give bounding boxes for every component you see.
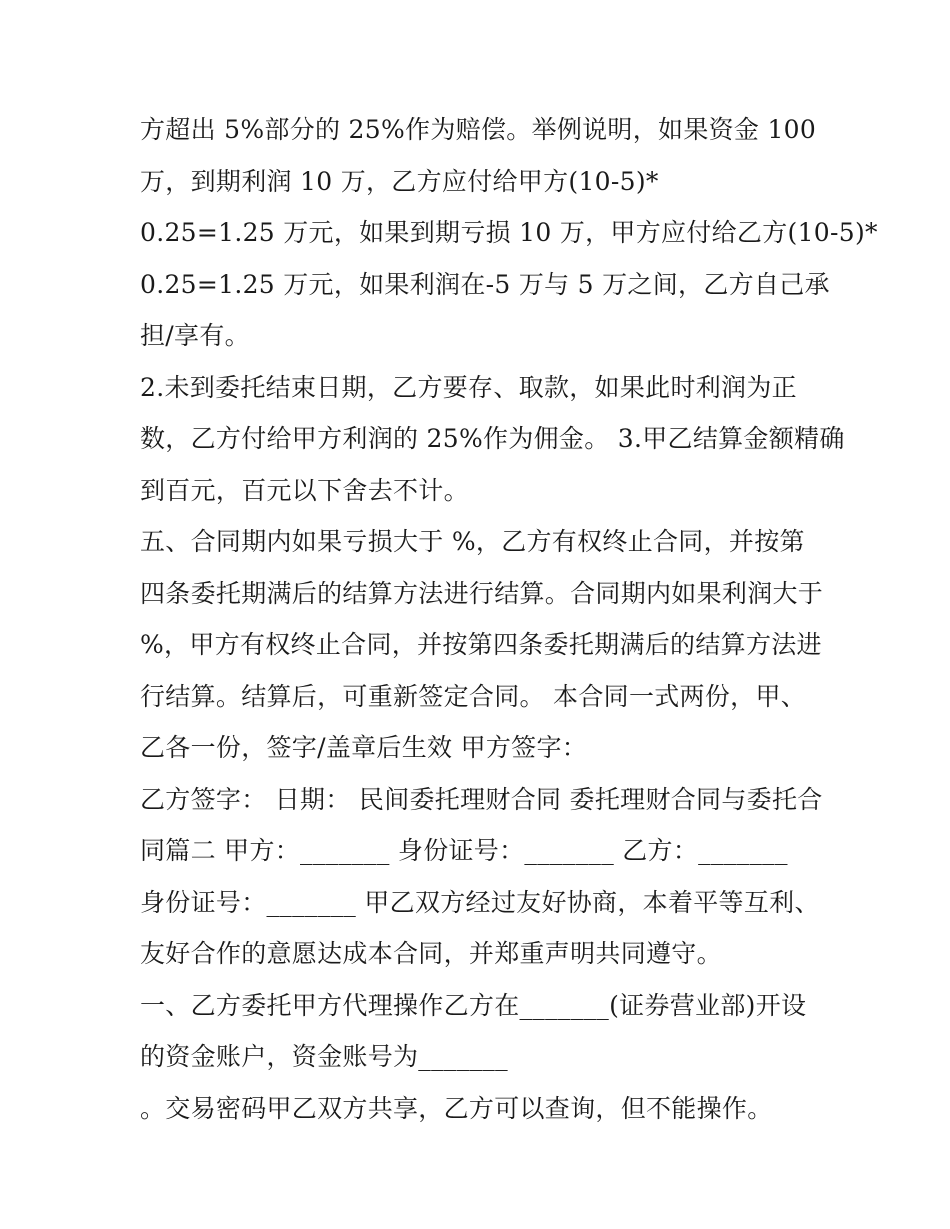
text-line: 四条委托期满后的结算方法进行结算。合同期内如果利润大于 [140,578,824,608]
text-line: 友好合作的意愿达成本合同，并郑重声明共同遵守。 [140,939,722,968]
text-line: 五、合同期内如果亏损大于 %，乙方有权终止合同，并按第 [140,527,805,556]
text-line: 同篇二 甲方：_______ 身份证号：_______ 乙方：_______ [140,836,788,865]
text-line: 。交易密码甲乙双方共享，乙方可以查询，但不能操作。 [140,1093,773,1123]
text-line: 担/享有。 [140,321,250,350]
text-line: 方超出 5%部分的 25%作为赔偿。举例说明，如果资金 100 [140,115,817,144]
text-line: 的资金账户，资金账号为_______ [140,1042,508,1071]
text-line: 2.未到委托结束日期，乙方要存、取款，如果此时利润为正 [140,372,797,402]
text-line: %，甲方有权终止合同，并按第四条委托期满后的结算方法进 [140,630,822,659]
text-line: 乙各一份，签字/盖章后生效 甲方签字： [140,733,588,762]
text-line: 一、乙方委托甲方代理操作乙方在_______(证券营业部)开设 [140,990,807,1020]
text-line: 乙方签字： 日期： 民间委托理财合同 委托理财合同与委托合 [140,784,823,814]
text-line: 身份证号：_______ 甲乙双方经过友好协商，本着平等互利、 [140,887,820,917]
text-line: 行结算。结算后，可重新签定合同。 本合同一式两份，甲、 [140,681,807,711]
text-line: 到百元，百元以下舍去不计。 [140,475,469,505]
text-line: 数，乙方付给甲方利润的 25%作为佣金。 3.甲乙结算金额精确 [140,424,845,453]
text-line: 0.25=1.25 万元，如果利润在-5 万与 5 万之间，乙方自己承 [140,269,830,299]
contract-text-body [140,104,878,1134]
text-line: 万，到期利润 10 万，乙方应付给甲方(10-5)* [140,166,659,196]
text-line: 0.25=1.25 万元，如果到期亏损 10 万，甲方应付给乙方(10-5)* [140,218,878,247]
